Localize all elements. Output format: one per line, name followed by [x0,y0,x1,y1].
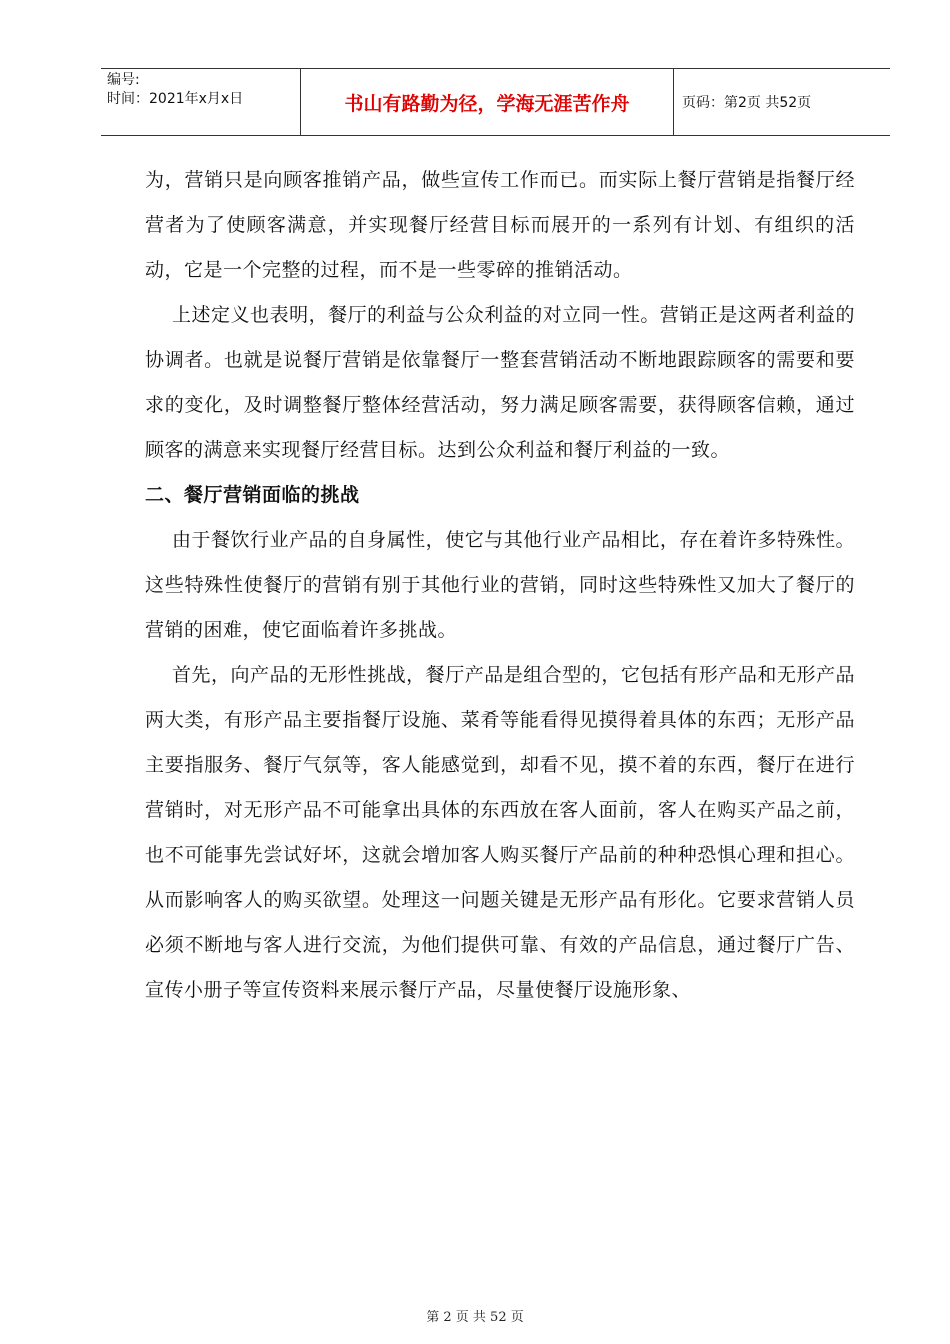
body-paragraph: 由于餐饮行业产品的自身属性，使它与其他行业产品相比，存在着许多特殊性。这些特殊性使餐厅的营销有别于其他行业的营销，同时这些特殊性又加大了餐厅的营销的困难，使它面临着许多挑战。 [145,529,855,641]
header-motto: 书山有路勤为径，学海无涯苦作舟 [301,69,674,135]
body-paragraph: 为，营销只是向顾客推销产品，做些宣传工作而已。而实际上餐厅营销是指餐厅经营者为了使顾客满意，并实现餐厅经营目标而展开的一系列有计划、有组织的活动，它是一个完整的过程，而不是一些零碎的推销活动。 [145,169,855,281]
header-meta [101,69,301,135]
time-label: 时间：2021年x月x日 [107,91,244,107]
body-paragraph: 首先，向产品的无形性挑战，餐厅产品是组合型的，它包括有形产品和无形产品两大类，有形产品主要指餐厅设施、菜肴等能看得见摸得着具体的东西；无形产品主要指服务、餐厅气氛等，客人能感觉到，却看不见，摸不着的东西，餐厅在进行营销时，对无形产品不可能拿出具体的东西放在客人面前，客人在购买产品之前，也不可能事先尝试好坏，这就会增加客人购买餐厅产品前的种种恐惧心理和担心。从而影响客人的购买欲望。处理这一问题关键是无形产品有形化。它要求营销人员必须不断地与客人进行交流，为他们提供可靠、有效的产品信息，通过餐厅广告、宣传小册子等宣传资料来展示餐厅产品，尽量使餐厅设施形象、 [145,664,855,1001]
document-header [101,68,890,136]
header-page-info: 页码：第2页 共52页 [682,95,812,111]
body-paragraph: 上述定义也表明，餐厅的利益与公众利益的对立同一性。营销正是这两者利益的协调者。也就是说餐厅营销是依靠餐厅一整套营销活动不断地跟踪顾客的需要和要求的变化，及时调整餐厅整体经营活动，努力满足顾客需要，获得顾客信赖，通过顾客的满意来实现餐厅经营目标。达到公众利益和餐厅利益的一致。 [145,304,855,461]
section-heading: 二、餐厅营销面临的挑战 [145,484,360,506]
document-body [145,158,855,1013]
page-footer: 第 2 页 共 52 页 [426,1310,524,1325]
number-label: 编号: [107,72,140,88]
